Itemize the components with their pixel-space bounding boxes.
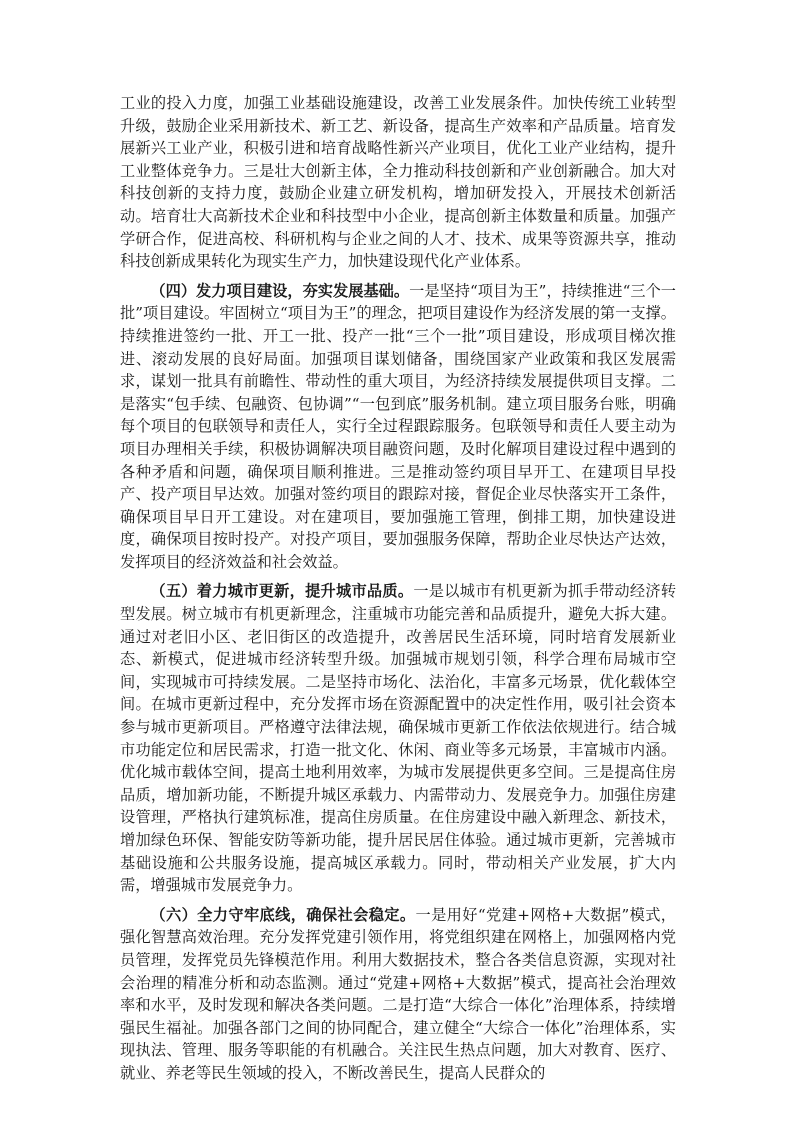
paragraph-text: 一是用好“党建+网格+大数据”模式，强化智慧高效治理。充分发挥党建引领作用，将党组织建在网格上，加强网格内党员管理，发挥党员先锋模范作用。利用大数据技术，整合各类信息资源，实现对社会治理的精准分析和动态监测。通过“党建+网格+大数据”模式，提高社会治理效率和水平，及时发现和解决各类问题。二是打造“大综合一体化”治理体系，持续增强民生福祉。加强各部门之间的协同配合，建立健全“大综合一体化”治理体系，实现执法、管理、服务等职能的有机融合。关注民生热点问题，加大对教育、医疗、就业、养老等民生领域的投入，不断改善民生，提高人民群众的 bbox=[120, 905, 676, 1082]
paragraph-text: 一是坚持“项目为王”，持续推进“三个一批”项目建设。牢固树立“项目为王”的理念，把项目建设作为经济发展的第一支撑。持续推进签约一批、开工一批、投产一批“三个一批”项目建设，形成项目梯次推进、滚动发展的良好局面。加强项目谋划储备，围绕国家产业政策和我区发展需求，谋划一批具有前瞻性、带动性的重大项目，为经济持续发展提供项目支撑。二是落实“包手续、包融资、包协调”“一包到底”服务机制。建立项目服务台账，明确每个项目的包联领导和责任人，实行全过程跟踪服务。包联领导和责任人要主动为项目办理相关手续，积极协调解决项目融资问题，及时化解项目建设过程中遇到的各种矛盾和问题，确保项目顺利推进。三是推动签约项目早开工、在建项目早投产、投产项目早达效。加强对签约项目的跟踪对接，督促企业尽快落实开工条件，确保项目早日开工建设。对在建项目，要加强施工管理，倒排工期，加快建设进度，确保项目按时投产。对投产项目，要加强服务保障，帮助企业尽快达产达效，发挥项目的经济效益和社会效益。 bbox=[120, 281, 676, 571]
document-page bbox=[120, 92, 676, 1092]
paragraph-industry-innovation bbox=[120, 92, 676, 273]
paragraph-social-stability bbox=[120, 904, 676, 1085]
paragraph-lead: （六）全力守牢底线，确保社会稳定。 bbox=[150, 905, 416, 924]
paragraph-text: 一是以城市有机更新为抓手带动经济转型发展。树立城市有机更新理念，注重城市功能完善和品质提升，避免大拆大建。通过对老旧小区、老旧街区的改造提升，改善居民生活环境，同时培育发展新业态、新模式，促进城市经济转型升级。加强城市规划引领，科学合理布局城市空间，实现城市可持续发展。二是坚持市场化、法治化，丰富多元场景，优化载体空间。在城市更新过程中，充分发挥市场在资源配置中的决定性作用，吸引社会资本参与城市更新项目。严格遵守法律法规，确保城市更新工作依法依规进行。结合城市功能定位和居民需求，打造一批文化、休闲、商业等多元场景，丰富城市内涵。优化城市载体空间，提高土地利用效率，为城市发展提供更多空间。三是提高住房品质，增加新功能，不断提升城区承载力、内需带动力、发展竞争力。加强住房建设管理，严格执行建筑标准，提高住房质量。在住房建设中融入新理念、新技术，增加绿色环保、智能安防等新功能，提升居民居住体验。通过城市更新，完善城市基础设施和公共服务设施，提高城区承载力。同时，带动相关产业发展，扩大内需，增强城市发展竞争力。 bbox=[120, 582, 677, 895]
paragraph-lead: （四）发力项目建设，夯实发展基础。 bbox=[150, 281, 410, 300]
paragraph-project-construction bbox=[120, 280, 676, 574]
paragraph-urban-renewal bbox=[120, 580, 676, 896]
paragraph-text: 工业的投入力度，加强工业基础设施建设，改善工业发展条件。加快传统工业转型升级，鼓励企业采用新技术、新工艺、新设备，提高生产效率和产品质量。培育发展新兴工业产业，积极引进和培育战略性新兴产业项目，优化工业产业结构，提升工业整体竞争力。三是壮大创新主体，全力推动科技创新和产业创新融合。加大对科技创新的支持力度，鼓励企业建立研发机构，增加研发投入，开展技术创新活动。培育壮大高新技术企业和科技型中小企业，提高创新主体数量和质量。加强产学研合作，促进高校、科研机构与企业之间的人才、技术、成果等资源共享，推动科技创新成果转化为现实生产力，加快建设现代化产业体系。 bbox=[120, 94, 676, 271]
paragraph-lead: （五）着力城市更新，提升城市品质。 bbox=[150, 582, 414, 601]
